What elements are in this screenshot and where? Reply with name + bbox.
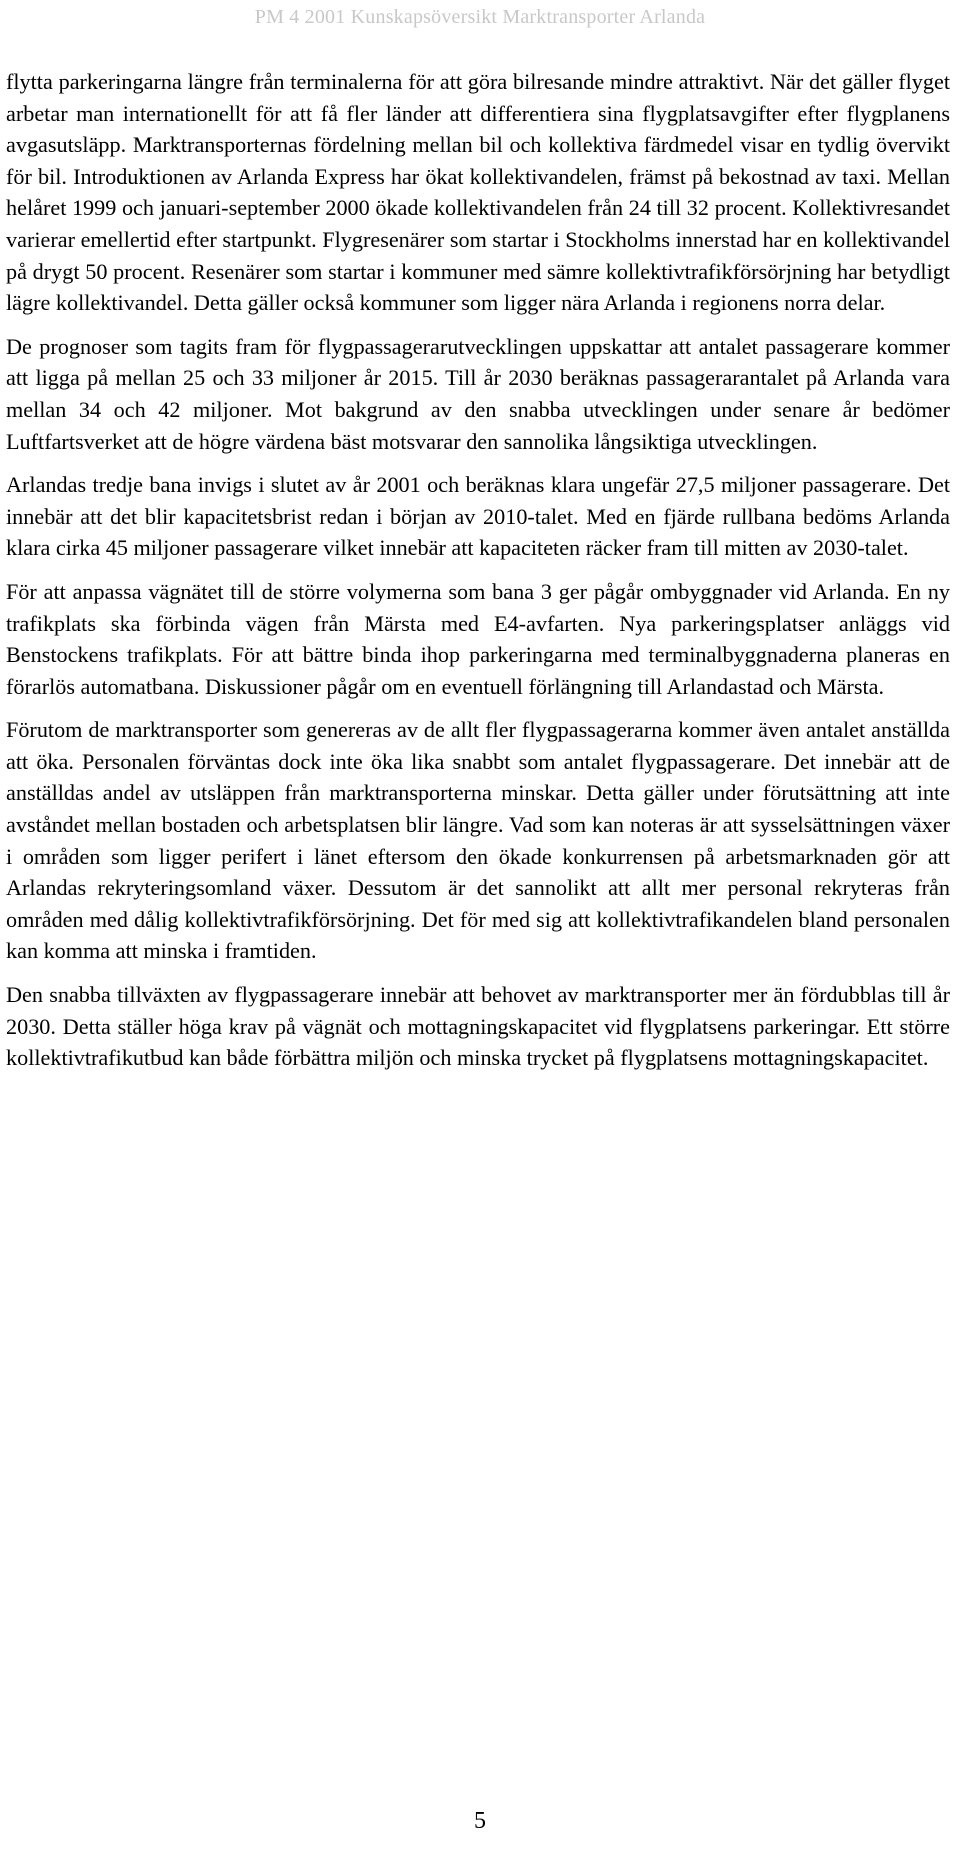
document-body [6, 66, 950, 1074]
running-header: PM 4 2001 Kunskapsöversikt Marktransporter Arlanda [254, 6, 706, 28]
paragraph-conclusion: Den snabba tillväxten av flygpassagerare innebär att behovet av marktransporter mer än fördubblas till år 2030. Detta ställer höga krav på vägnät och mottagningskapacitet vid flygplatsens parkeringar. Ett större kollektivtrafikutbud kan både förbättra miljön och minska trycket på flygplatsens mottagningskapacitet. [6, 982, 950, 1071]
paragraph-runway-capacity: Arlandas tredje bana invigs i slutet av år 2001 och beräknas klara ungefär 27,5 miljoner passagerare. Det innebär att det blir kapacitetsbrist redan i början av 2010-talet. Med en fjärde rullbana bedöms Arlanda klara cirka 45 miljoner passagerare vilket innebär att kapaciteten räcker fram till mitten av 2030-talet. [6, 472, 950, 561]
paragraph-passenger-forecast: De prognoser som tagits fram för flygpassagerarutvecklingen uppskattar att antalet passagerare kommer att ligga på mellan 25 och 33 miljoner år 2015. Till år 2030 beräknas passagerarantalet på Arlanda vara mellan 34 och 42 miljoner. Mot bakgrund av den snabba utvecklingen under senare år bedömer Luftfartsverket att de högre värdena bäst motsvarar den sannolika långsiktiga utvecklingen. [6, 333, 950, 454]
paragraph-employees: Förutom de marktransporter som genereras av de allt fler flygpassagerarna kommer även antalet anställda att öka. Personalen förväntas dock inte öka lika snabbt som antalet flygpassagerare. Det innebär att de anställdas andel av utsläppen från marktransporterna minskar. Detta gäller under förutsättning att inte avståndet mellan bostaden och arbetsplatsen blir längre. Vad som kan noteras är att sysselsättningen växer i områden som ligger perifert i länet eftersom den ökade konkurrensen på arbetsmarknaden gör att Arlandas rekryteringsomland växer. Dessutom är det sannolikt att allt mer personal rekryteras från områden med dålig kollektivtrafikförsörjning. Det för med sig att kollektivtrafikandelen bland personalen kan komma att minska i framtiden. [6, 717, 950, 964]
page-number: 5 [474, 1808, 486, 1834]
paragraph-road-network: För att anpassa vägnätet till de större volymerna som bana 3 ger pågår ombyggnader vid Arlanda. En ny trafikplats ska förbinda vägen från Märsta med E4-avfarten. Nya parkeringsplatser anläggs vid Benstockens trafikplats. För att bättre binda ihop parkeringarna med terminalbyggnaderna planeras en förarlös automatbana. Diskussioner pågår om en eventuell förlängning till Arlandastad och Märsta. [6, 578, 950, 699]
paragraph-ground-transport-split: flytta parkeringarna längre från terminalerna för att göra bilresande mindre attraktivt. När det gäller flyget arbetar man internationellt för att få fler länder att differentiera sina flygplatsavgifter efter flygplanens avgasutsläpp. Marktransporternas fördelning mellan bil och kollektiva färdmedel visar en tydlig övervikt för bil. Introduktionen av Arlanda Express har ökat kollektivandelen, främst på bekostnad av taxi. Mellan helåret 1999 och januari-september 2000 ökade kollektivandelen från 24 till 32 procent. Kollektivresandet varierar emellertid efter startpunkt. Flygresenärer som startar i Stockholms innerstad har en kollektivandel på drygt 50 procent. Resenärer som startar i kommuner med sämre kollektivtrafikförsörjning har betydligt lägre kollektivandel. Detta gäller också kommuner som ligger nära Arlanda i regionens norra delar. [6, 69, 950, 316]
